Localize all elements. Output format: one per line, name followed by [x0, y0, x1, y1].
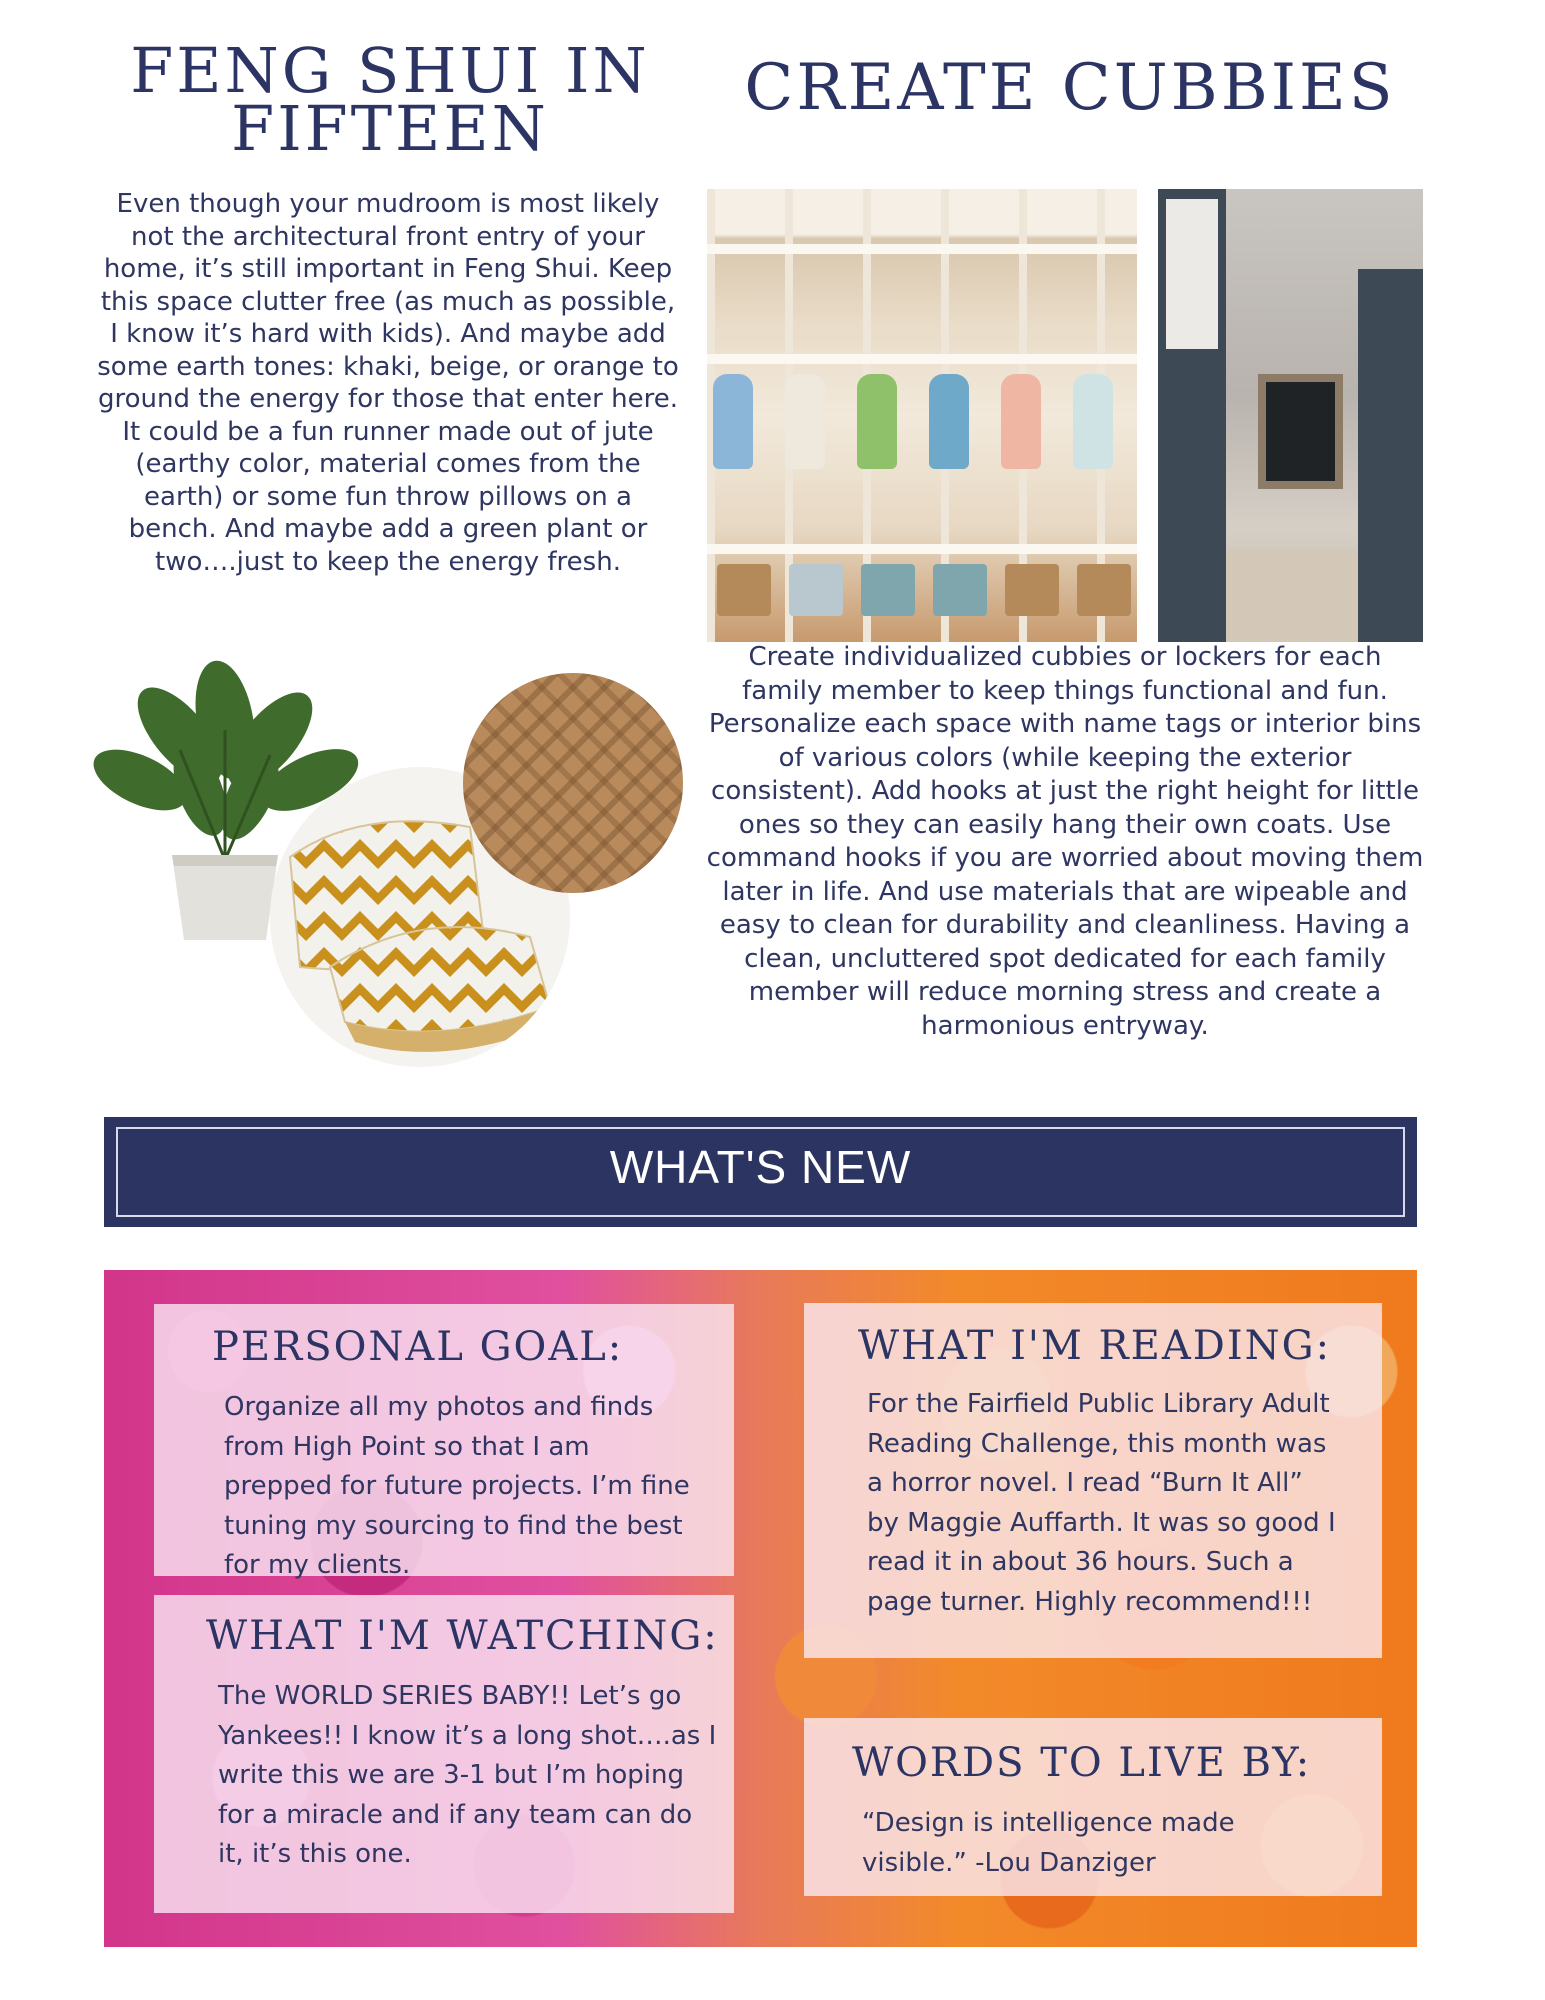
lockers-photo — [707, 189, 1137, 642]
watching-title: WHAT I'M WATCHING: — [206, 1613, 719, 1659]
feng-shui-title — [100, 34, 680, 165]
jute-rug-photo — [463, 673, 683, 893]
reading-title: WHAT I'M READING: — [858, 1323, 1332, 1369]
reading-panel — [804, 1303, 1382, 1658]
watching-panel — [154, 1595, 734, 1913]
hallway-photo — [1158, 189, 1423, 642]
cubbies-title: CREATE CUBBIES — [744, 51, 1396, 125]
personal-goal-panel — [154, 1304, 734, 1580]
watching-text: The WORLD SERIES BABY!! Let’s go Yankees!! I know it’s a long shot….as I write this we are 3-1 but I’m hoping for a miracle and if any team can do it, it’s this one. — [218, 1681, 717, 1869]
words-panel — [804, 1718, 1382, 1896]
cubbies-body: Create individualized cubbies or lockers for each family member to keep things functional and fun. Personalize each space with name tags or interior bins of various colors (while keeping the exterior consistent). Add hooks at just the right height for little ones so they can easily hang their own coats. Use command hooks if you are worried about moving them later in life. And use materials that are wipeable and easy to clean for durability and cleanliness. Having a clean, uncluttered spot dedicated for each family member will reduce morning stress and create a harmonious entryway. — [706, 642, 1424, 1041]
feng-shui-title-line1: FENG SHUI IN — [130, 34, 650, 107]
whats-new-bar — [104, 1117, 1417, 1227]
feng-shui-body: Even though your mudroom is most likely not the architectural front entry of your home, it’s still important in Feng Shui. Keep this space clutter free (as much as possible, I know it’s hard with kids). And maybe add some earth tones: khaki, beige, or orange to ground the energy for those that enter here. It could be a fun runner made out of jute (earthy color, material comes from the earth) or some fun throw pillows on a bench. And maybe add a green plant or two….just to keep the energy fresh. — [97, 189, 679, 577]
words-text: “Design is intelligence made visible.” -Lou Danziger — [862, 1808, 1235, 1878]
words-title: WORDS TO LIVE BY: — [852, 1740, 1312, 1786]
personal-goal-text: Organize all my photos and finds from High Point so that I am prepped for future projects. I’m fine tuning my sourcing to find the best for my clients. — [224, 1392, 690, 1580]
personal-goal-title: PERSONAL GOAL: — [212, 1324, 624, 1370]
flowers-background — [104, 1270, 1417, 1947]
whats-new-title: WHAT'S NEW — [609, 1141, 912, 1193]
reading-text: For the Fairfield Public Library Adult Reading Challenge, this month was a horror novel. I read “Burn It All” by Maggie Auffarth. It was so good I read it in about 36 hours. Such a page turner. Highly recommend!!! — [867, 1389, 1336, 1617]
feng-shui-title-line2: FIFTEEN — [231, 92, 549, 165]
